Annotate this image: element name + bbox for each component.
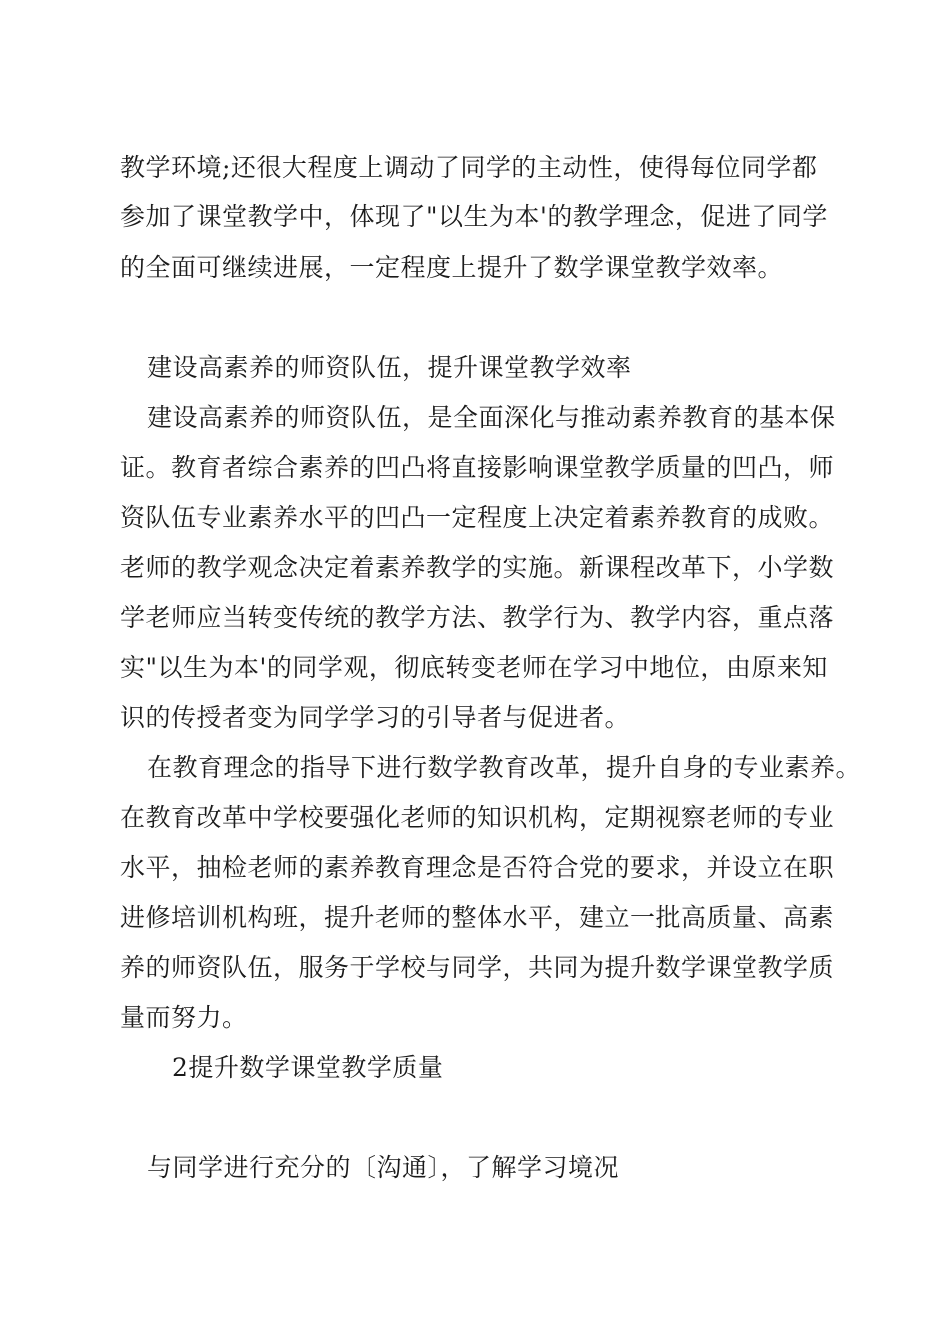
paragraph-2-line-5: 学老师应当转变传统的教学方法、教学行为、教学内容，重点落: [120, 603, 835, 632]
paragraph-2-line-7: 识的传授者变为同学学习的引导者与促进者。: [120, 703, 631, 732]
paragraph-3-line-4: 进修培训机构班，提升老师的整体水平，建立一批高质量、高素: [120, 903, 835, 932]
section-heading-improve-quality: 2提升数学课堂教学质量: [172, 1053, 444, 1082]
section-heading-communication: 与同学进行充分的〔沟通〕，了解学习境况: [147, 1153, 620, 1182]
paragraph-1-line-1: 教学环境;还很大程度上调动了同学的主动性，使得每位同学都: [120, 153, 818, 182]
paragraph-3-line-2: 在教育改革中学校要强化老师的知识机构，定期视察老师的专业: [120, 803, 835, 832]
paragraph-2-line-2: 证。教育者综合素养的凹凸将直接影响课堂教学质量的凹凸，师: [120, 453, 835, 482]
paragraph-2-line-3: 资队伍专业素养水平的凹凸一定程度上决定着素养教育的成败。: [120, 503, 835, 532]
paragraph-3-line-1: 在教育理念的指导下进行数学教育改革，提升自身的专业素养。: [147, 753, 862, 782]
paragraph-2-line-1: 建设高素养的师资队伍，是全面深化与推动素养教育的基本保: [147, 403, 836, 432]
paragraph-2-line-6: 实"以生为本'的同学观，彻底转变老师在学习中地位，由原来知: [120, 653, 828, 682]
paragraph-1-line-3: 的全面可继续进展，一定程度上提升了数学课堂教学效率。: [120, 253, 784, 282]
paragraph-1-line-2: 参加了课堂教学中，体现了"以生为本'的教学理念，促进了同学: [120, 202, 828, 231]
paragraph-3-line-6: 量而努力。: [120, 1003, 248, 1032]
paragraph-2-line-4: 老师的教学观念决定着素养教学的实施。新课程改革下，小学数: [120, 553, 835, 582]
section-heading-teacher-quality: 建设高素养的师资队伍，提升课堂教学效率: [147, 353, 632, 382]
paragraph-3-line-3: 水平，抽检老师的素养教育理念是否符合党的要求，并设立在职: [120, 853, 835, 882]
paragraph-3-line-5: 养的师资队伍，服务于学校与同学，共同为提升数学课堂教学质: [120, 953, 835, 982]
